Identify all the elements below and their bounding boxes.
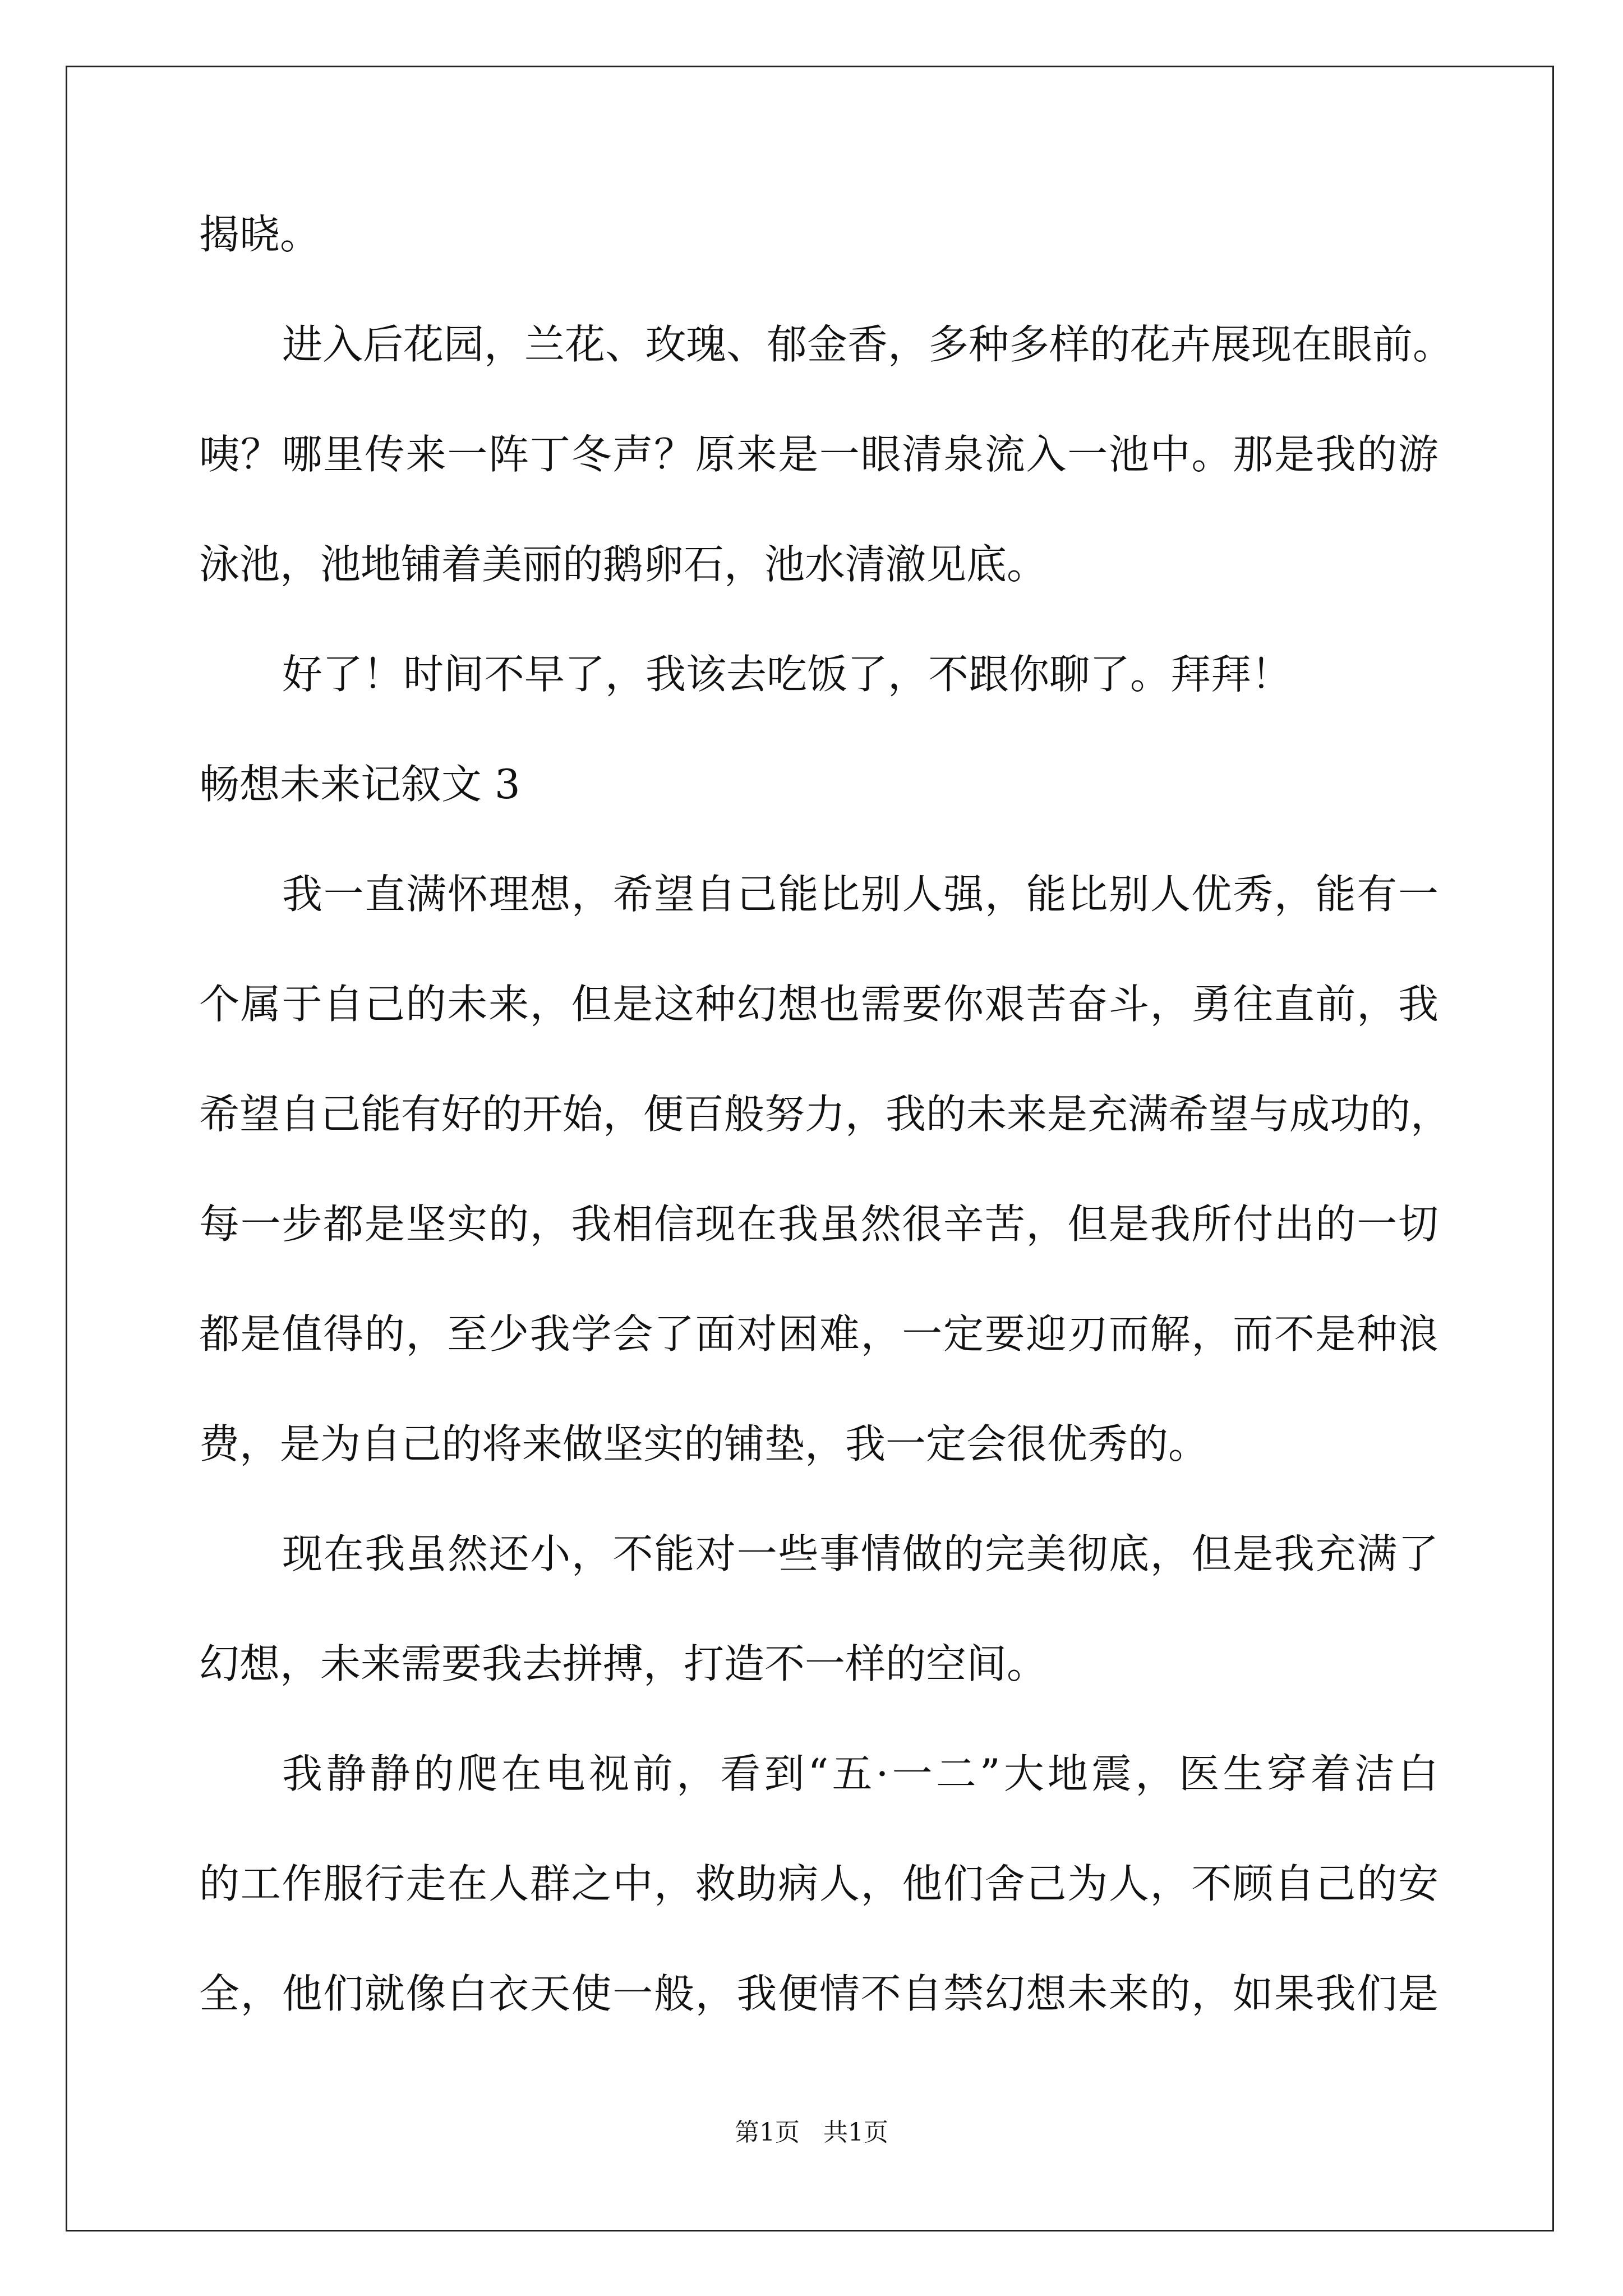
text-line: 的工作服行走在人群之中，救助病人，他们舍己为人，不顾自己的安 [199,1860,1438,1907]
text-line: 幻想，未来需要我去拼搏，打造不一样的空间。 [199,1640,1048,1687]
paragraph-first-line: 我一直满怀理想，希望自己能比别人强，能比别人优秀，能有一 [282,871,1438,918]
paragraph-first-line: 进入后花园，兰花、玫瑰、郁金香，多种多样的花卉展现在眼前。 [282,321,1454,368]
paragraph-first-line: 我静静的爬在电视前，看到“五·一二”大地震，医生穿着洁白 [282,1750,1438,1797]
section-heading: 畅想未来记叙文 3 [199,761,520,808]
text-line: 费，是为自己的将来做坚实的铺垫，我一定会很优秀的。 [199,1420,1209,1467]
page-number-footer: 第1页 共1页 [735,2118,888,2147]
text-line: 都是值得的，至少我学会了面对困难，一定要迎刃而解，而不是种浪 [199,1310,1438,1358]
text-line: 揭晓。 [199,211,321,258]
paragraph-first-line: 好了！时间不早了，我该去吃饭了，不跟你聊了。拜拜！ [282,651,1292,698]
text-line: 全，他们就像白衣天使一般，我便情不自禁幻想未来的，如果我们是 [199,1970,1438,2017]
text-line: 个属于自己的未来，但是这种幻想也需要你艰苦奋斗，勇往直前，我 [199,981,1438,1028]
paragraph-first-line: 现在我虽然还小，不能对一些事情做的完美彻底，但是我充满了 [282,1530,1438,1577]
text-line: 泳池，池地铺着美丽的鹅卵石，池水清澈见底。 [199,541,1048,588]
text-line: 每一步都是坚实的，我相信现在我虽然很辛苦，但是我所付出的一切 [199,1200,1438,1248]
text-line: 希望自己能有好的开始，便百般努力，我的未来是充满希望与成功的， [199,1091,1451,1138]
text-line: 咦？哪里传来一阵丁冬声？原来是一眼清泉流入一池中。那是我的游 [199,431,1438,478]
